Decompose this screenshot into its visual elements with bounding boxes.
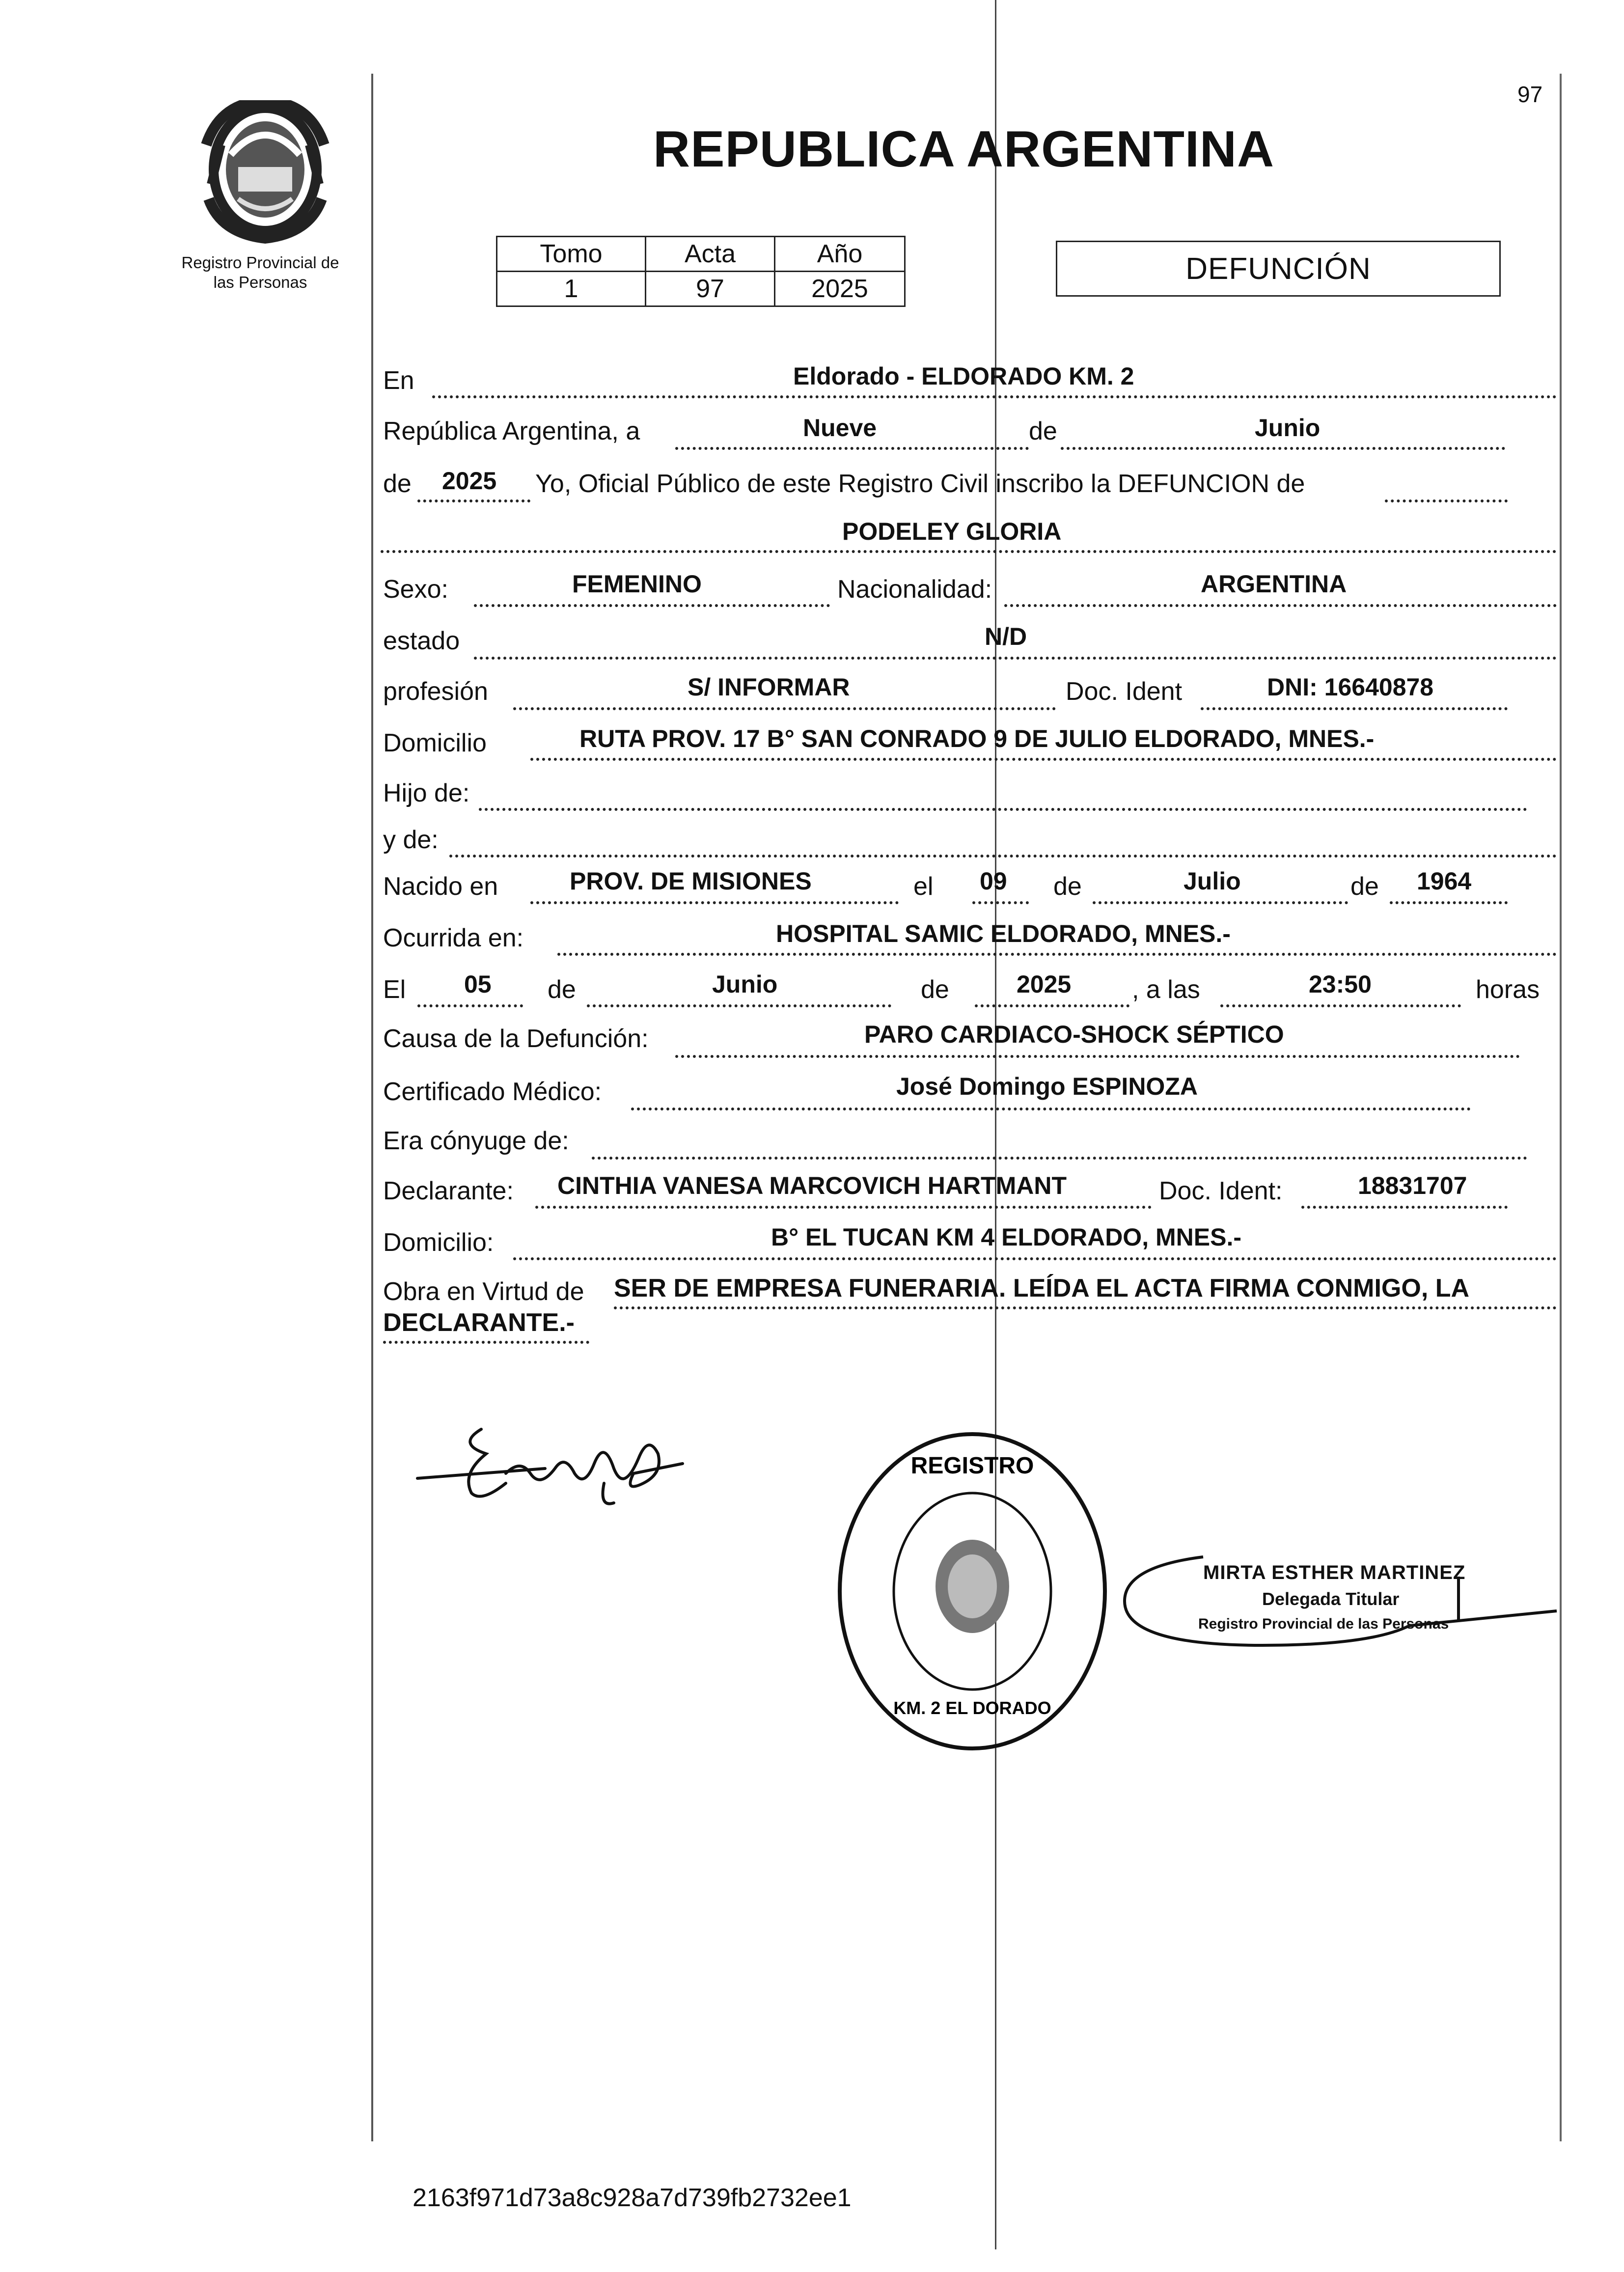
birth-day: 09 bbox=[980, 867, 1007, 895]
profesion-label: profesión bbox=[383, 677, 488, 706]
nacido-value: PROV. DE MISIONES bbox=[570, 867, 812, 895]
death-day-dotted-line bbox=[417, 1004, 523, 1007]
sexo-dotted-line bbox=[474, 604, 830, 607]
birth-year: 1964 bbox=[1417, 867, 1472, 895]
tomo-value: 1 bbox=[497, 272, 646, 306]
horas-label: horas bbox=[1476, 975, 1540, 1004]
nacionalidad-dotted-line bbox=[1004, 604, 1557, 607]
domicilio-dotted-line bbox=[530, 758, 1557, 761]
ocurrida-label: Ocurrida en: bbox=[383, 924, 524, 952]
month-dotted-line bbox=[1061, 447, 1505, 450]
conyuge-label: Era cónyuge de: bbox=[383, 1127, 569, 1155]
inscribo-text: Yo, Oficial Público de este Registro Civil inscribo la DEFUNCION de bbox=[535, 470, 1305, 498]
certificado-value: José Domingo ESPINOZA bbox=[896, 1073, 1198, 1100]
causa-dotted-line bbox=[675, 1055, 1520, 1058]
domicilio2-value: B° EL TUCAN KM 4 ELDORADO, MNES.- bbox=[771, 1223, 1241, 1251]
document-hash: 2163f971d73a8c928a7d739fb2732ee1 bbox=[413, 2184, 852, 2212]
sexo-value: FEMENINO bbox=[572, 570, 702, 598]
declarante-label: Declarante: bbox=[383, 1177, 514, 1205]
domicilio-value: RUTA PROV. 17 B° SAN CONRADO 9 DE JULIO ELDORADO, MNES.- bbox=[579, 725, 1375, 752]
month-value: Junio bbox=[1255, 414, 1321, 442]
acta-value: 97 bbox=[646, 272, 775, 306]
declarante-dotted-line bbox=[535, 1206, 1152, 1209]
doc-ident2-label: Doc. Ident: bbox=[1159, 1177, 1283, 1205]
de3-label: de bbox=[1053, 872, 1082, 901]
sexo-label: Sexo: bbox=[383, 575, 448, 604]
estado-value: N/D bbox=[985, 623, 1027, 650]
day-value: Nueve bbox=[803, 414, 877, 442]
registro-label-line2: las Personas bbox=[213, 273, 307, 291]
certificado-label: Certificado Médico: bbox=[383, 1078, 602, 1106]
acta-table-value-row bbox=[497, 272, 905, 306]
official-name: MIRTA ESTHER MARTINEZ bbox=[1203, 1562, 1466, 1583]
en-value: Eldorado - ELDORADO KM. 2 bbox=[793, 362, 1134, 390]
profesion-value: S/ INFORMAR bbox=[688, 673, 850, 701]
certificado-dotted-line bbox=[631, 1108, 1471, 1110]
birth-month: Julio bbox=[1184, 867, 1241, 895]
de6-label: de bbox=[921, 975, 949, 1004]
doc-ident-dotted-line bbox=[1201, 707, 1508, 710]
acta-header: Acta bbox=[646, 237, 775, 272]
ocurrida-value: HOSPITAL SAMIC ELDORADO, MNES.- bbox=[776, 920, 1231, 947]
obra-label: Obra en Virtud de bbox=[383, 1277, 584, 1306]
a-las-label: , a las bbox=[1132, 975, 1200, 1004]
death-time-dotted-line bbox=[1220, 1004, 1461, 1007]
document-type-box bbox=[1056, 241, 1501, 297]
en-dotted-line bbox=[432, 395, 1557, 398]
svg-text:KM. 2 EL DORADO: KM. 2 EL DORADO bbox=[893, 1698, 1051, 1718]
death-month-dotted-line bbox=[587, 1004, 891, 1007]
inscribo-dotted-line bbox=[1385, 499, 1508, 502]
declarant-signature bbox=[408, 1400, 702, 1547]
death-year-dotted-line bbox=[975, 1004, 1129, 1007]
causa-value: PARO CARDIACO-SHOCK SÉPTICO bbox=[864, 1021, 1284, 1048]
de-label: de bbox=[1029, 417, 1057, 445]
name-dotted-line bbox=[381, 550, 1557, 553]
estado-label: estado bbox=[383, 627, 460, 655]
left-margin-line bbox=[371, 74, 373, 2141]
scan-fold-line bbox=[995, 0, 996, 2249]
nacionalidad-value: ARGENTINA bbox=[1201, 570, 1347, 598]
day-dotted-line bbox=[675, 447, 1029, 450]
doc-ident2-value: 18831707 bbox=[1358, 1172, 1467, 1199]
domicilio2-dotted-line bbox=[513, 1257, 1557, 1260]
anio-value: 2025 bbox=[775, 272, 905, 306]
anio-header: Año bbox=[775, 237, 905, 272]
el2-label: El bbox=[383, 975, 406, 1004]
death-time: 23:50 bbox=[1309, 970, 1372, 998]
doc-ident2-dotted-line bbox=[1301, 1206, 1508, 1209]
provincia-misiones-coat-of-arms bbox=[192, 86, 339, 248]
svg-text:REGISTRO: REGISTRO bbox=[910, 1453, 1034, 1479]
birth-day-dotted-line bbox=[972, 901, 1029, 904]
registro-provincial-label bbox=[152, 253, 368, 292]
estado-dotted-line bbox=[474, 657, 1557, 660]
obra-dotted-line1 bbox=[614, 1306, 1557, 1309]
obra-value-line2: DECLARANTE.- bbox=[383, 1308, 575, 1337]
ocurrida-dotted-line bbox=[557, 953, 1557, 956]
causa-label: Causa de la Defunción: bbox=[383, 1025, 649, 1053]
acta-table-header-row bbox=[497, 237, 905, 272]
republica-label: República Argentina, a bbox=[383, 417, 640, 445]
death-day: 05 bbox=[464, 970, 492, 998]
hijo-label: Hijo de: bbox=[383, 779, 470, 807]
y-de-label: y de: bbox=[383, 826, 439, 854]
obra-value-line1: SER DE EMPRESA FUNERARIA. LEÍDA EL ACTA FIRMA CONMIGO, LA bbox=[614, 1274, 1470, 1302]
page-number: 97 bbox=[1517, 82, 1543, 107]
de5-label: de bbox=[548, 975, 576, 1004]
profesion-dotted-line bbox=[513, 707, 1056, 710]
en-label: En bbox=[383, 366, 414, 395]
de4-label: de bbox=[1350, 872, 1379, 901]
conyuge-dotted-line bbox=[592, 1157, 1527, 1160]
doc-ident-value: DNI: 16640878 bbox=[1267, 673, 1434, 701]
acta-reference-table bbox=[496, 236, 906, 307]
obra-dotted-line2 bbox=[383, 1341, 589, 1344]
page-title: REPUBLICA ARGENTINA bbox=[653, 121, 1275, 178]
domicilio-label: Domicilio bbox=[383, 729, 487, 757]
tomo-header: Tomo bbox=[497, 237, 646, 272]
domicilio2-label: Domicilio: bbox=[383, 1228, 494, 1257]
declarante-value: CINTHIA VANESA MARCOVICH HARTMANT bbox=[557, 1172, 1067, 1199]
de2-label: de bbox=[383, 470, 412, 498]
right-margin-line bbox=[1560, 74, 1562, 2141]
birth-month-dotted-line bbox=[1093, 901, 1348, 904]
registro-label-line1: Registro Provincial de bbox=[181, 253, 339, 272]
birth-year-dotted-line bbox=[1390, 901, 1508, 904]
nacido-dotted-line bbox=[530, 901, 899, 904]
death-month: Junio bbox=[712, 970, 778, 998]
nacionalidad-label: Nacionalidad: bbox=[837, 575, 992, 604]
year-value: 2025 bbox=[442, 467, 497, 495]
nacido-label: Nacido en bbox=[383, 872, 498, 901]
death-year: 2025 bbox=[1017, 970, 1072, 998]
official-role: Delegada Titular bbox=[1262, 1589, 1400, 1609]
doc-ident-label: Doc. Ident bbox=[1066, 677, 1183, 706]
el-label: el bbox=[913, 872, 934, 901]
document-type: DEFUNCIÓN bbox=[1185, 251, 1371, 286]
official-organization: Registro Provincial de las Personas bbox=[1198, 1616, 1449, 1632]
y-de-dotted-line bbox=[449, 855, 1557, 858]
hijo-dotted-line bbox=[479, 808, 1527, 811]
registry-delegation-seal bbox=[825, 1414, 1120, 1758]
year-dotted-line bbox=[417, 499, 530, 502]
deceased-name: PODELEY GLORIA bbox=[842, 518, 1062, 545]
